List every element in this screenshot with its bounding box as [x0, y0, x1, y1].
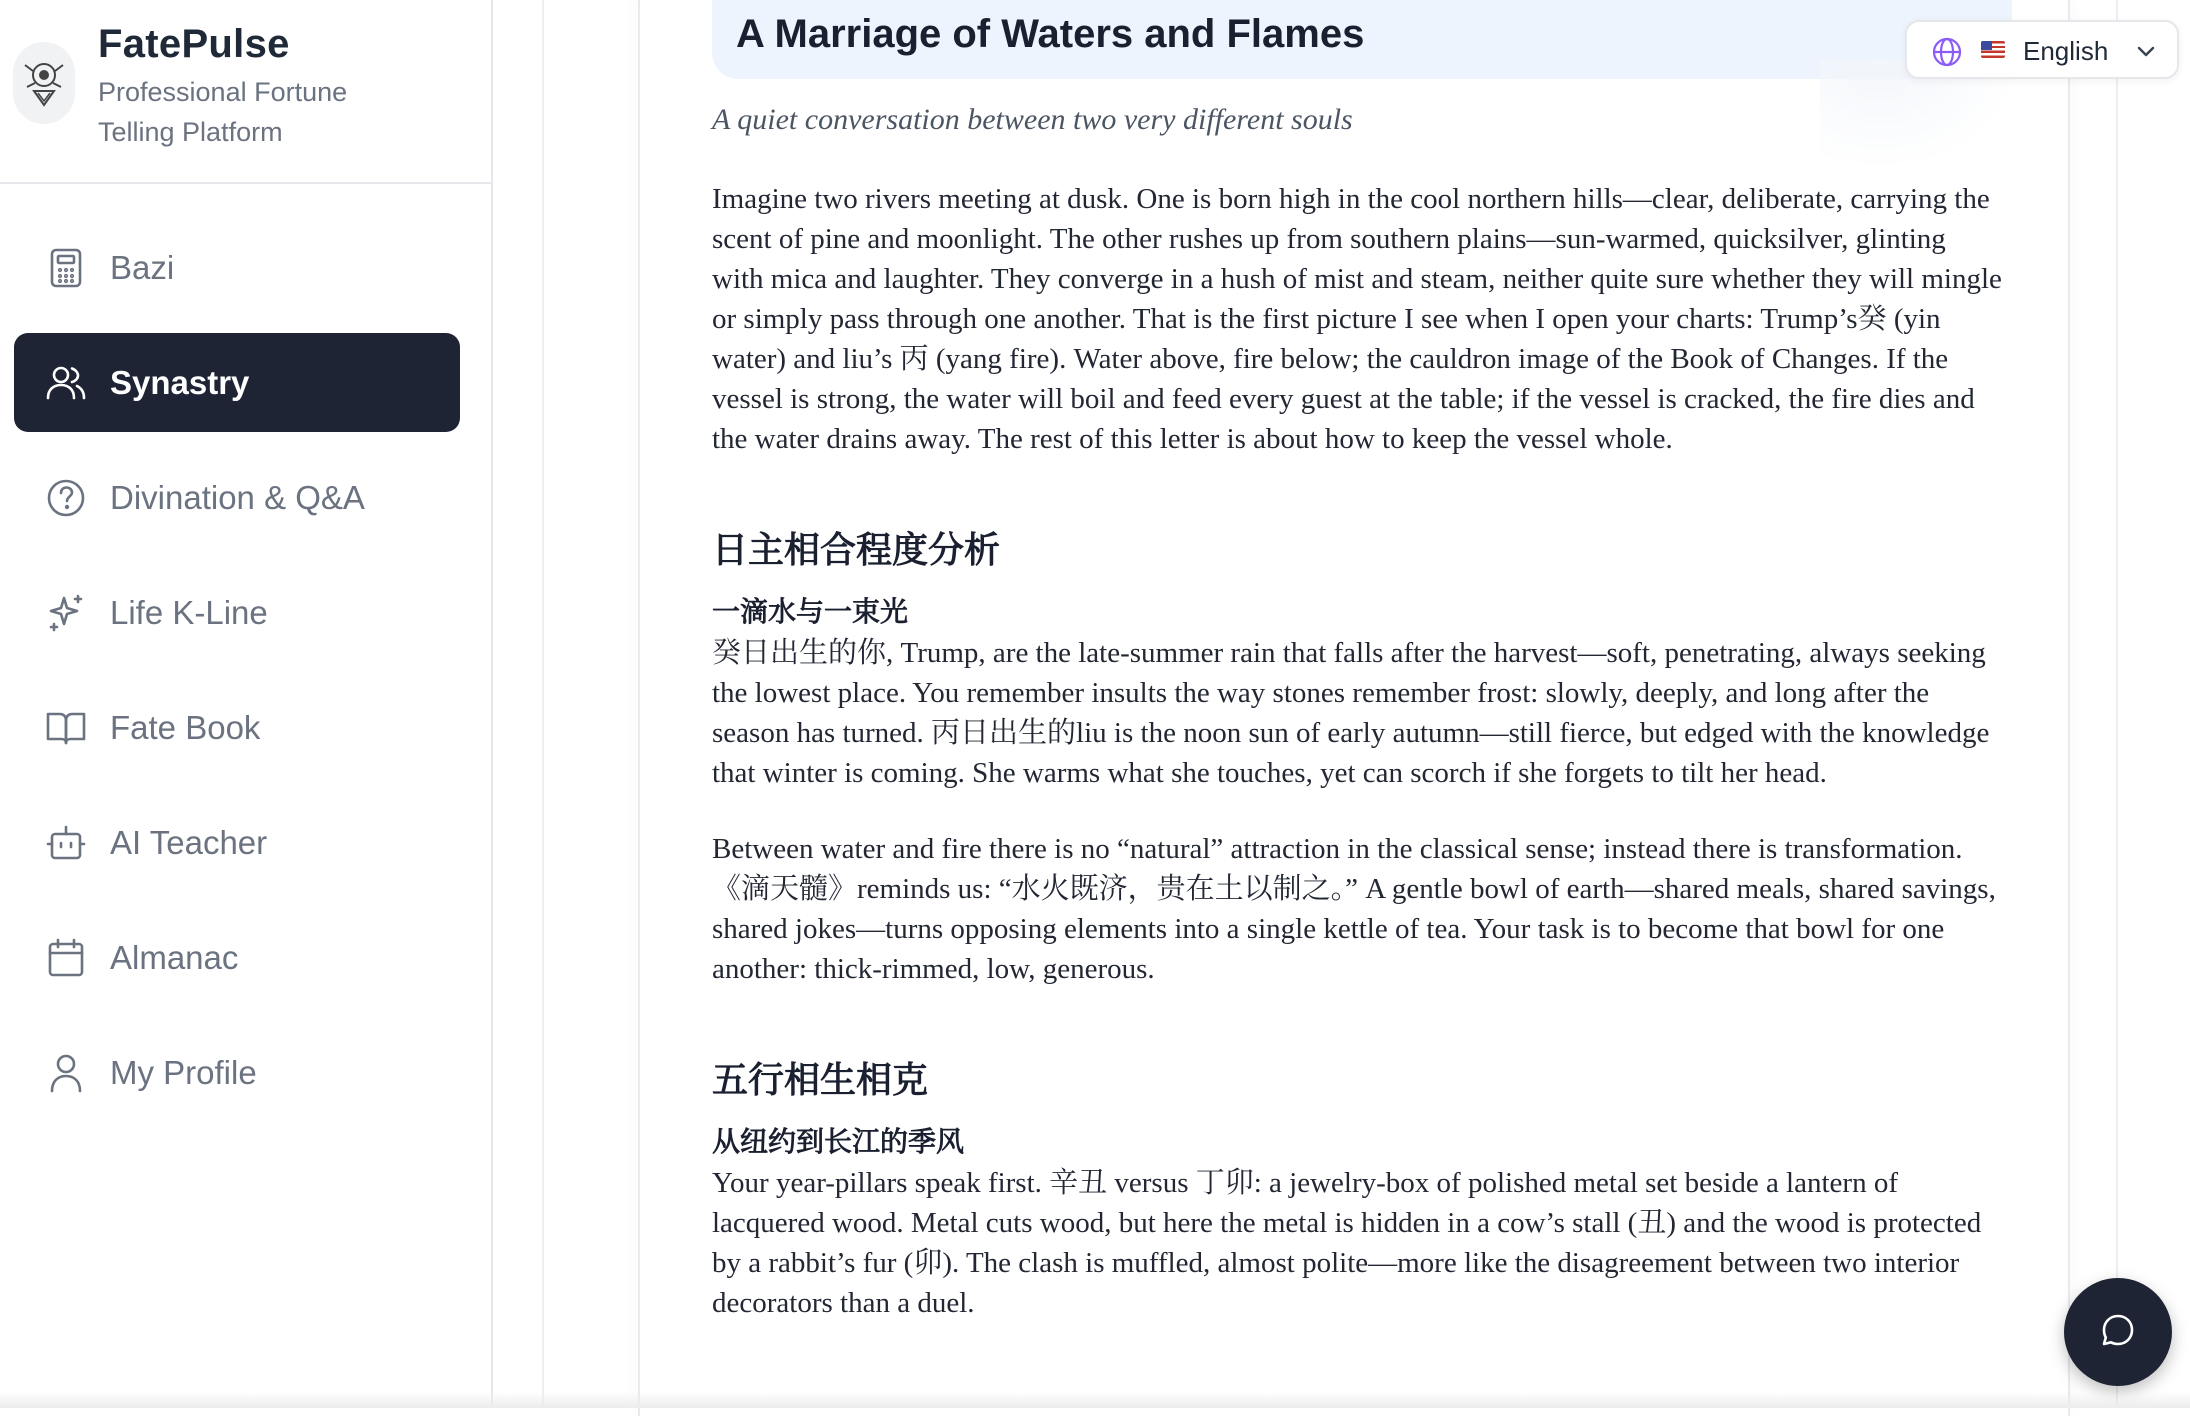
users-icon: [46, 363, 86, 403]
bot-icon: [46, 823, 86, 863]
sidebar-item-label: Fate Book: [110, 708, 261, 746]
help-circle-icon: [46, 478, 86, 518]
sidebar: [0, 0, 493, 1408]
language-label: English: [2023, 36, 2109, 66]
sidebar-item-label: My Profile: [110, 1053, 257, 1091]
bottom-edge: [0, 1392, 2190, 1408]
user-icon: [46, 1053, 86, 1093]
sidebar-item-label: AI Teacher: [110, 823, 268, 861]
sidebar-item-my-profile[interactable]: [14, 1023, 460, 1122]
sidebar-item-life-k-line[interactable]: [14, 563, 460, 662]
calendar-icon: [46, 938, 86, 978]
chat-button[interactable]: [2064, 1278, 2172, 1386]
report-body: [712, 179, 2002, 1323]
sidebar-item-label: Almanac: [110, 938, 239, 976]
report-title: A Marriage of Waters and Flames: [736, 12, 1365, 56]
section-paragraph: Between water and fire there is no “natural” attraction in the classical sense; instead there is transformation. 《滴天髓》reminds us: “水火既济，贵在土以制之。” A gentle bowl of earth—shared meals, shared savings, shared jokes—turns opposing elements into a single kettle of tea. Your task is to become that bowl for one another: thick-rimmed, low, generous.: [712, 833, 1996, 985]
brand-name: FatePulse: [98, 22, 290, 66]
report-subtitle: A quiet conversation between two very different souls: [712, 103, 1353, 136]
intro-paragraph: Imagine two rivers meeting at dusk. One is born high in the cool northern hills—clear, deliberate, carrying the scent of pine and moonlight. The other rushes up from southern plains—sun-warmed, quicksilver, glinting with mica and laughter. They converge in a hush of mist and steam, neither quite sure whether they will mingle or simply pass through one another. That is the first picture I see when I open your charts: Trump’s癸 (yin water) and liu’s 丙 (yang fire). Water above, fire below; the cauldron image of the Book of Changes. If the vessel is strong, the water will boil and feed every guest at the table; if the vessel is cracked, the fire dies and the water drains away. The rest of this letter is about how to keep the vessel whole.: [712, 183, 2002, 455]
section-subheading: 一滴水与一束光: [712, 597, 909, 628]
section-heading: 日主相合程度分析: [712, 529, 1001, 570]
sidebar-nav: [14, 218, 460, 1138]
brand-tagline: Professional Fortune Telling Platform: [98, 77, 348, 147]
calculator-icon: [46, 248, 86, 288]
section-subheading: 从纽约到长江的季风: [712, 1127, 965, 1158]
sidebar-item-label: Synastry: [110, 363, 250, 401]
sidebar-item-bazi[interactable]: [14, 218, 460, 317]
sparkles-icon: [46, 593, 86, 633]
sidebar-item-label: Bazi: [110, 248, 175, 286]
language-selector[interactable]: [1905, 20, 2179, 79]
message-circle-icon: [2101, 1313, 2135, 1352]
paragraph-spacer: [712, 793, 2002, 829]
chevron-down-icon: [2135, 40, 2157, 67]
ornamental-emblem-icon[interactable]: [13, 42, 75, 124]
globe-icon: [1931, 36, 1963, 73]
sidebar-item-divination[interactable]: [14, 448, 460, 547]
title-banner: [712, 0, 2012, 79]
sidebar-item-synastry[interactable]: [14, 333, 460, 432]
section-paragraph: Your year-pillars speak first. 辛丑 versus 丁卯: a jewelry-box of polished metal set beside a lantern of lacquered wood. Metal cuts wood, but here the metal is hidden in a cow’s stall (丑) and the wood is protected by a rabbit’s fur (卯). The clash is muffled, almost polite—more like the disagreement between two interior decorators than a duel.: [712, 1167, 1982, 1319]
section-paragraph: 癸日出生的你, Trump, are the late-summer rain that falls after the harvest—soft, penetrating, always seeking the lowest place. You remember insults the way stones remember frost: slowly, deeply, and long after the season has turned. 丙日出生的liu is the noon sun of early autumn—still fierce, but edged with the knowledge that winter is coming. She warms what she touches, yet can scorch if she forgets to tilt her head.: [712, 637, 1990, 789]
sidebar-item-fate-book[interactable]: [14, 678, 460, 777]
brand-header: [0, 0, 491, 184]
sidebar-item-label: Divination & Q&A: [110, 478, 365, 516]
book-open-icon: [46, 708, 86, 748]
us-flag-icon: [1981, 41, 2005, 58]
section-heading: 五行相生相克: [712, 1059, 929, 1100]
sidebar-item-label: Life K-Line: [110, 593, 268, 631]
sidebar-item-almanac[interactable]: [14, 908, 460, 1007]
sidebar-item-ai-teacher[interactable]: [14, 793, 460, 892]
